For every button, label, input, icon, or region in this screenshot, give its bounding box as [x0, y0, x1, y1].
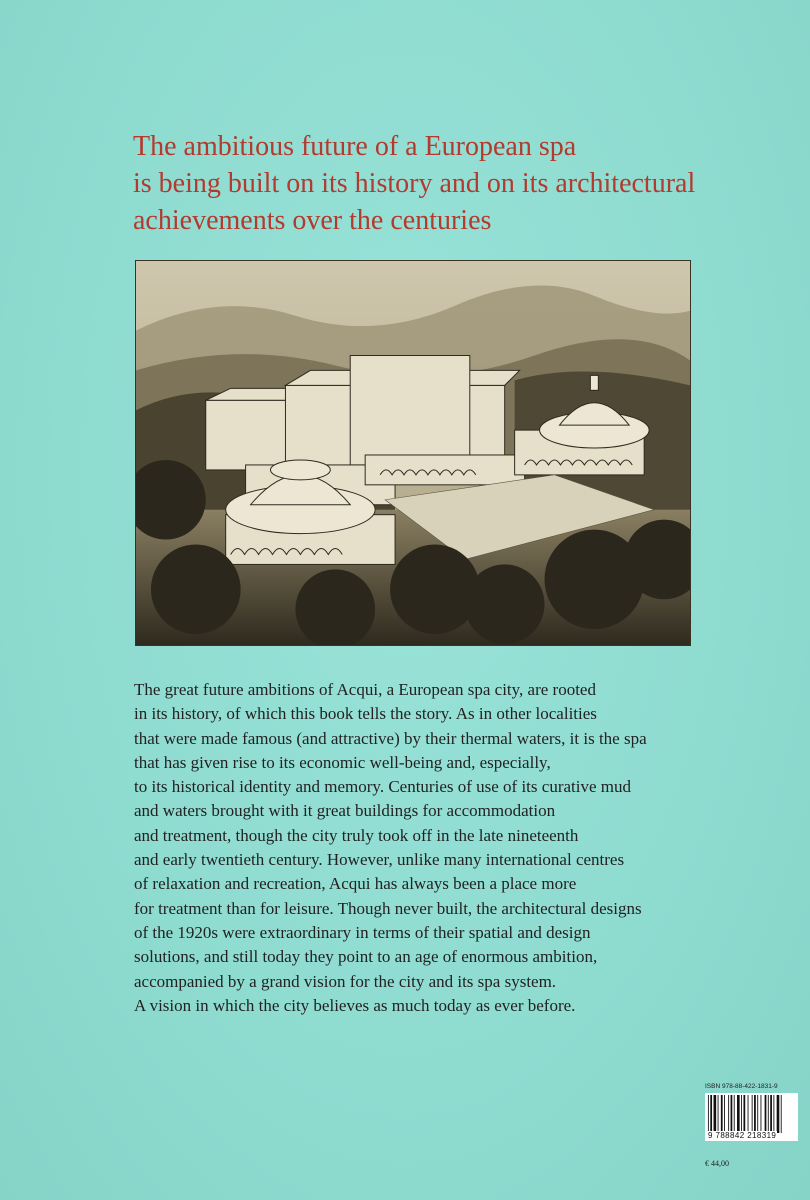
description-line: A vision in which the city believes as much today as ever before. — [134, 995, 576, 1015]
description-line: to its historical identity and memory. Centuries of use of its curative mud — [134, 777, 631, 797]
barcode-digits: 9 788842 218319 — [708, 1131, 777, 1140]
description-line: accompanied by a grand vision for the city and its spa system. — [134, 971, 557, 991]
description-line: that has given rise to its economic well-being and, especially, — [134, 752, 551, 772]
engraving-image — [136, 261, 690, 645]
tagline-line: is being built on its history and on its architectural — [133, 168, 696, 199]
description-line: solutions, and still today they point to an age of enormous ambition, — [134, 947, 598, 967]
description-line: The great future ambitions of Acqui, a European spa city, are rooted — [134, 680, 596, 699]
description-line: of the 1920s were extraordinary in terms of their spatial and design — [134, 922, 591, 942]
tagline-line: The ambitious future of a European spa — [133, 131, 577, 162]
description-line: that were made famous (and attractive) by their thermal waters, it is the spa — [134, 728, 647, 748]
description-line: for treatment than for leisure. Though never built, the architectural designs — [134, 898, 642, 918]
description-text — [134, 678, 734, 1018]
description-line: and early twentieth century. However, unlike many international centres — [134, 850, 625, 870]
tagline — [133, 128, 733, 239]
tagline-line: achievements over the centuries — [133, 205, 492, 236]
description-line: and treatment, though the city truly took off in the late nineteenth — [134, 825, 579, 845]
description-line: in its history, of which this book tells the story. As in other localities — [134, 704, 597, 724]
price-label: € 44,00 — [705, 1159, 729, 1168]
barcode-block — [705, 1083, 800, 1183]
isbn-label: ISBN 978-88-422-1831-9 — [705, 1083, 778, 1090]
spa-complex-illustration — [135, 260, 691, 646]
description-line: of relaxation and recreation, Acqui has always been a place more — [134, 874, 577, 894]
description-line: and waters brought with it great buildings for accommodation — [134, 801, 556, 821]
